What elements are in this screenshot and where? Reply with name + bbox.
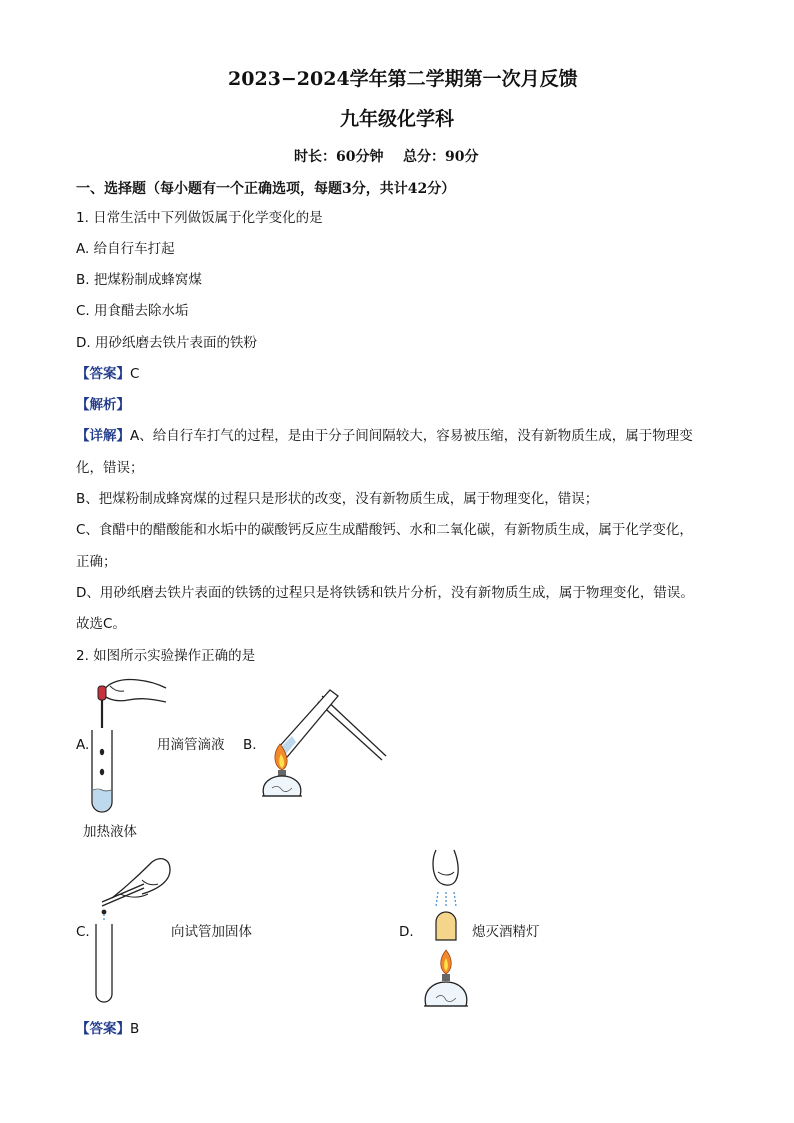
q1-option-a: A. 给自行车打起	[76, 241, 175, 257]
q1-detail-line-1	[76, 426, 693, 446]
q2-stem: 2. 如图所示实验操作正确的是	[76, 648, 256, 664]
q2-option-b-letter: B.	[243, 737, 257, 753]
answer-tag: 【答案】	[76, 366, 130, 382]
q2-option-a-letter: A.	[76, 737, 90, 753]
time-score: 时长：60分钟 总分：90分	[294, 149, 479, 165]
exam-title: 2023−2024学年第二学期第一次月反馈	[228, 68, 578, 90]
q2-option-b-text: 加热液体	[83, 824, 137, 840]
q1-option-c: C. 用食醋去除水垢	[76, 303, 189, 319]
q1-stem: 1. 日常生活中下列做饭属于化学变化的是	[76, 210, 323, 226]
q1-detail-line-3: B、把煤粉制成蜂窝煤的过程只是形状的改变，没有新物质生成，属于物理变化，错误；	[76, 491, 599, 507]
q1-option-b: B. 把煤粉制成蜂窝煤	[76, 272, 202, 288]
q1-answer	[76, 364, 139, 384]
extinguish-figure	[418, 848, 478, 1012]
q2-option-a-text: 用滴管滴液	[157, 737, 225, 753]
heating-figure	[258, 684, 390, 806]
q1-detail-line-4: C、食醋中的醋酸能和水垢中的碳酸钙反应生成醋酸钙、水和二氧化碳，有新物质生成，属于化学变化，	[76, 522, 693, 538]
answer-value: B	[130, 1021, 140, 1037]
q2-option-c-letter: C.	[76, 924, 90, 940]
answer-value: C	[130, 366, 140, 382]
detail-text: A、给自行车打气的过程，是由于分子间间隔较大，容易被压缩，没有新物质生成，属于物理变	[130, 428, 693, 444]
q2-option-d-text: 熄灭酒精灯	[472, 924, 540, 940]
q2-answer	[76, 1019, 139, 1039]
detail-tag: 【详解】	[76, 428, 130, 444]
q2-option-d-letter: D.	[399, 924, 414, 940]
q2-option-c-text: 向试管加固体	[171, 924, 252, 940]
q1-detail-line-7: 故选C。	[76, 616, 126, 632]
analysis-tag: 【解析】	[76, 397, 130, 413]
add-solid-figure	[90, 854, 172, 1006]
section-heading: 一、选择题（每小题有一个正确选项，每题3分，共计42分）	[76, 181, 456, 197]
q1-option-d: D. 用砂纸磨去铁片表面的铁粉	[76, 335, 257, 351]
q1-detail-line-6: D、用砂纸磨去铁片表面的铁锈的过程只是将铁锈和铁片分析，没有新物质生成，属于物理变化，错误。	[76, 585, 694, 601]
q1-detail-line-2: 化，错误；	[76, 460, 144, 476]
answer-tag: 【答案】	[76, 1021, 130, 1037]
dropper-figure	[88, 672, 168, 814]
q1-detail-line-5: 正确；	[76, 554, 117, 570]
subject-title: 九年级化学科	[340, 108, 455, 130]
